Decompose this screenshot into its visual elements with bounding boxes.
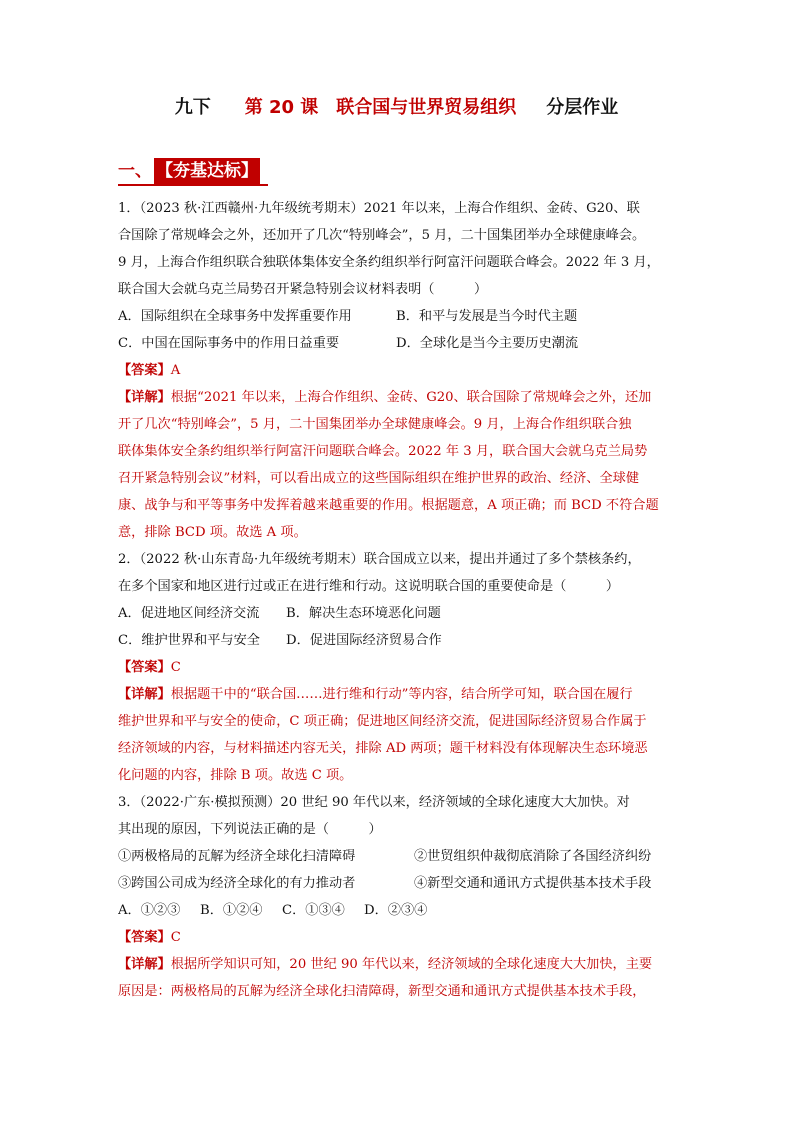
analysis-line: 【详解】根据“2021 年以来，上海合作组织、金砖、G20、联合国除了常规峰会之外，还加 — [118, 390, 652, 405]
stem-line: 其出现的原因，下列说法正确的是（ ） — [118, 822, 382, 837]
answer-label: 【答案】 — [118, 660, 171, 675]
answer-line — [118, 924, 678, 951]
statement-4: ④新型交通和通讯方式提供基本技术手段 — [414, 876, 652, 891]
analysis-line: 【详解】根据题干中的“联合国……进行维和行动”等内容，结合所学可知，联合国在履行 — [118, 687, 633, 702]
analysis-line: 原因是：两极格局的瓦解为经济全球化扫清障碍，新型交通和通讯方式提供基本技术手段， — [118, 984, 646, 999]
option-row — [118, 303, 678, 330]
stem-line: 9 月，上海合作组织联合独联体集体安全条约组织举行阿富汗问题联合峰会。2022 年 3 月， — [118, 255, 660, 270]
analysis-label: 【详解】 — [118, 957, 171, 972]
stem-line: 合国除了常规峰会之外，还加开了几次“特别峰会”，5 月，二十国集团举办全球健康峰会。 — [118, 228, 646, 243]
analysis-label: 【详解】 — [118, 390, 171, 405]
analysis-line: 【详解】根据所学知识可知，20 世纪 90 年代以来，经济领域的全球化速度大大加快，主要 — [118, 957, 653, 972]
section-heading — [118, 158, 260, 184]
analysis-line: 康、战争与和平等事务中发挥着越来越重要的作用。根据题意，A 项正确；而 BCD 不符合题 — [118, 498, 659, 513]
option-row — [118, 600, 678, 627]
answer-line — [118, 357, 678, 384]
option-row — [118, 627, 678, 654]
section-number: 一、 — [118, 161, 152, 181]
question-list — [118, 195, 678, 1005]
option-c: C．①③④ — [282, 903, 345, 918]
answer-value: A — [170, 363, 181, 378]
option-a: A．国际组织在全球事务中发挥重要作用 — [118, 309, 352, 324]
option-b: B．①②④ — [200, 903, 263, 918]
question-1 — [118, 195, 678, 546]
answer-value: C — [170, 930, 181, 945]
statement-row — [118, 870, 678, 897]
statement-row — [118, 843, 678, 870]
question-2 — [118, 546, 678, 789]
option-c: C．维护世界和平与安全 — [118, 633, 260, 648]
stem-line: 1．（2023 秋·江西赣州·九年级统考期末）2021 年以来，上海合作组织、金砖、G20、联 — [118, 201, 640, 216]
stem-line: 联合国大会就乌克兰局势召开紧急特别会议材料表明（ ） — [118, 282, 488, 297]
section-underline — [118, 184, 268, 186]
stem-line: 3．（2022·广东·模拟预测）20 世纪 90 年代以来，经济领域的全球化速度大大加快。对 — [118, 795, 630, 810]
section-label: 【夯基达标】 — [154, 158, 260, 184]
analysis-line: 经济领域的内容，与材料描述内容无关，排除 AD 两项；题干材料没有体现解决生态环境恶 — [118, 741, 648, 756]
analysis-line: 意，排除 BCD 项。故选 A 项。 — [118, 525, 307, 540]
option-c: C．中国在国际事务中的作用日益重要 — [118, 336, 340, 351]
statement-3: ③跨国公司成为经济全球化的有力推动者 — [118, 876, 356, 891]
statement-2: ②世贸组织仲裁彻底消除了各国经济纠纷 — [414, 849, 652, 864]
title-type: 分层作业 — [546, 97, 619, 118]
option-d: D．②③④ — [364, 903, 428, 918]
analysis-line: 维护世界和平与安全的使命，C 项正确；促进地区间经济交流，促进国际经济贸易合作属于 — [118, 714, 647, 729]
analysis-line: 化问题的内容，排除 B 项。故选 C 项。 — [118, 768, 353, 783]
analysis-line: 召开紧急特别会议”材料，可以看出成立的这些国际组织在维护世界的政治、经济、全球健 — [118, 471, 640, 486]
option-a: A．①②③ — [118, 903, 181, 918]
analysis-label: 【详解】 — [118, 687, 171, 702]
page-title — [0, 94, 793, 122]
option-d: D．促进国际经济贸易合作 — [286, 633, 442, 648]
title-grade: 九下 — [174, 97, 211, 118]
option-row — [118, 330, 678, 357]
answer-label: 【答案】 — [118, 930, 171, 945]
option-b: B．解决生态环境恶化问题 — [286, 606, 441, 621]
option-a: A．促进地区间经济交流 — [118, 606, 260, 621]
option-b: B．和平与发展是当今时代主题 — [396, 309, 578, 324]
question-3 — [118, 789, 678, 1005]
answer-label: 【答案】 — [118, 363, 171, 378]
statement-1: ①两极格局的瓦解为经济全球化扫清障碍 — [118, 849, 356, 864]
stem-line: 2．（2022 秋·山东青岛·九年级统考期末）联合国成立以来，提出并通过了多个禁核条约， — [118, 552, 641, 567]
answer-value: C — [170, 660, 181, 675]
option-d: D．全球化是当今主要历史潮流 — [396, 336, 579, 351]
title-lesson: 第 20 课 联合国与世界贸易组织 — [244, 97, 517, 118]
answer-line — [118, 654, 678, 681]
stem-line: 在多个国家和地区进行过或正在进行维和行动。这说明联合国的重要使命是（ ） — [118, 579, 620, 594]
analysis-line: 开了几次“特别峰会”，5 月，二十国集团举办全球健康峰会。9 月，上海合作组织联合独 — [118, 417, 632, 432]
option-row — [118, 897, 678, 924]
analysis-line: 联体集体安全条约组织举行阿富汗问题联合峰会。2022 年 3 月，联合国大会就乌克兰局势 — [118, 444, 648, 459]
